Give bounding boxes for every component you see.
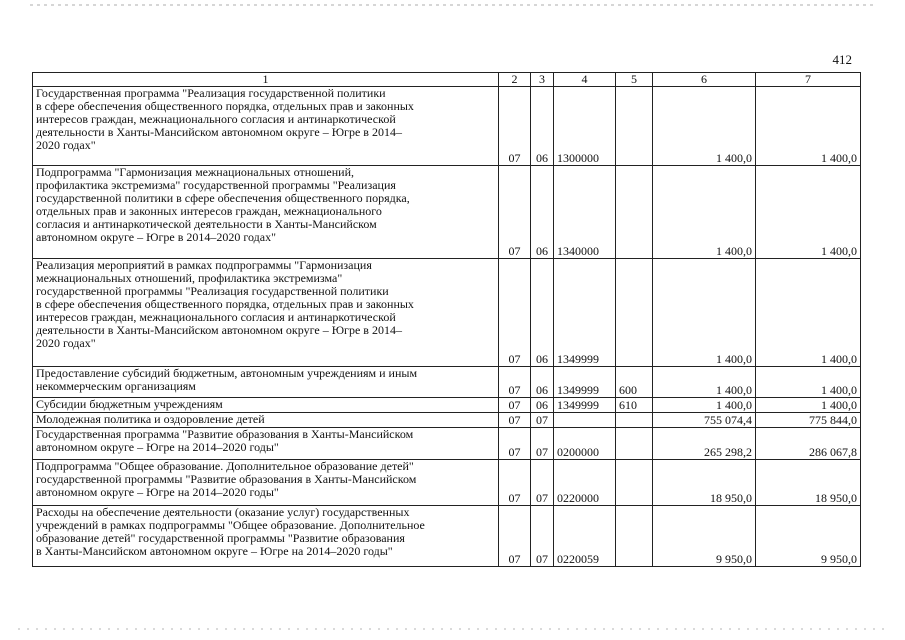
table-row bbox=[33, 166, 861, 259]
row-csr: 0220059 bbox=[554, 506, 616, 567]
row-pr: 07 bbox=[531, 460, 554, 506]
row-sum-2015: 1 400,0 bbox=[653, 398, 756, 413]
row-name: Подпрограмма "Общее образование. Дополнительное образование детей" государственной программы "Развитие образования в Ханты-Мансийском автономном округе – Югре на 2014–2020 годы" bbox=[33, 460, 499, 506]
row-vr bbox=[616, 87, 653, 166]
row-pr: 06 bbox=[531, 87, 554, 166]
row-rz: 07 bbox=[499, 87, 531, 166]
row-vr: 600 bbox=[616, 367, 653, 398]
row-csr: 0200000 bbox=[554, 428, 616, 460]
row-pr: 06 bbox=[531, 259, 554, 367]
row-rz: 07 bbox=[499, 259, 531, 367]
table-row bbox=[33, 398, 861, 413]
row-sum-2015: 9 950,0 bbox=[653, 506, 756, 567]
row-csr: 1349999 bbox=[554, 259, 616, 367]
table-row bbox=[33, 460, 861, 506]
row-rz: 07 bbox=[499, 460, 531, 506]
row-csr: 1340000 bbox=[554, 166, 616, 259]
table-row bbox=[33, 428, 861, 460]
table-row bbox=[33, 259, 861, 367]
row-rz: 07 bbox=[499, 367, 531, 398]
row-sum-2015: 755 074,4 bbox=[653, 413, 756, 428]
column-header-row bbox=[33, 73, 861, 87]
column-header-sum-2016: 7 bbox=[756, 73, 861, 87]
table-row bbox=[33, 367, 861, 398]
row-vr bbox=[616, 428, 653, 460]
row-vr bbox=[616, 413, 653, 428]
row-rz: 07 bbox=[499, 398, 531, 413]
table-row bbox=[33, 506, 861, 567]
row-sum-2016: 1 400,0 bbox=[756, 259, 861, 367]
row-sum-2016: 18 950,0 bbox=[756, 460, 861, 506]
row-name: Государственная программа "Реализация государственной политики в сфере обеспечения общественного порядка, отдельных прав и законных интересов граждан, межнационального согласия и антинаркотической деятельности в Ханты-Мансийском автономном округе – Югре в 2014– 2020 годах" bbox=[33, 87, 499, 166]
row-sum-2015: 1 400,0 bbox=[653, 367, 756, 398]
row-sum-2016: 286 067,8 bbox=[756, 428, 861, 460]
row-name: Молодежная политика и оздоровление детей bbox=[33, 413, 499, 428]
column-header-csr: 4 bbox=[554, 73, 616, 87]
table-row bbox=[33, 87, 861, 166]
row-vr bbox=[616, 506, 653, 567]
row-rz: 07 bbox=[499, 506, 531, 567]
row-sum-2016: 1 400,0 bbox=[756, 87, 861, 166]
row-pr: 06 bbox=[531, 166, 554, 259]
row-sum-2015: 18 950,0 bbox=[653, 460, 756, 506]
row-pr: 06 bbox=[531, 398, 554, 413]
row-sum-2016: 1 400,0 bbox=[756, 367, 861, 398]
row-pr: 07 bbox=[531, 506, 554, 567]
row-sum-2016: 775 844,0 bbox=[756, 413, 861, 428]
column-header-rz: 2 bbox=[499, 73, 531, 87]
row-sum-2015: 265 298,2 bbox=[653, 428, 756, 460]
row-pr: 07 bbox=[531, 413, 554, 428]
row-sum-2016: 9 950,0 bbox=[756, 506, 861, 567]
row-vr: 610 bbox=[616, 398, 653, 413]
row-csr bbox=[554, 413, 616, 428]
scan-edge-bottom bbox=[18, 628, 888, 630]
row-csr: 1349999 bbox=[554, 367, 616, 398]
column-header-name: 1 bbox=[33, 73, 499, 87]
row-sum-2015: 1 400,0 bbox=[653, 166, 756, 259]
scan-edge-top bbox=[30, 4, 875, 6]
row-csr: 0220000 bbox=[554, 460, 616, 506]
row-name: Государственная программа "Развитие образования в Ханты-Мансийском автономном округе – Югре на 2014–2020 годы" bbox=[33, 428, 499, 460]
column-header-sum-2015: 6 bbox=[653, 73, 756, 87]
row-pr: 07 bbox=[531, 428, 554, 460]
row-vr bbox=[616, 460, 653, 506]
row-sum-2016: 1 400,0 bbox=[756, 166, 861, 259]
row-sum-2015: 1 400,0 bbox=[653, 87, 756, 166]
row-csr: 1300000 bbox=[554, 87, 616, 166]
row-rz: 07 bbox=[499, 166, 531, 259]
table-row bbox=[33, 413, 861, 428]
budget-table bbox=[32, 72, 861, 567]
row-rz: 07 bbox=[499, 413, 531, 428]
row-csr: 1349999 bbox=[554, 398, 616, 413]
row-rz: 07 bbox=[499, 428, 531, 460]
row-vr bbox=[616, 166, 653, 259]
row-name: Расходы на обеспечение деятельности (оказание услуг) государственных учреждений в рамках подпрограммы "Общее образование. Дополнительное образование детей" государственной программы "Развитие образования в Ханты-Мансийском автономном округе – Югре на 2014–2020 годы" bbox=[33, 506, 499, 567]
row-name: Предоставление субсидий бюджетным, автономным учреждениям и иным некоммерческим организациям bbox=[33, 367, 499, 398]
page-number: 412 bbox=[832, 52, 852, 67]
row-pr: 06 bbox=[531, 367, 554, 398]
row-name: Реализация мероприятий в рамках подпрограммы "Гармонизация межнациональных отношений, профилактика экстремизма" государственной программы "Реализация государственной политики в сфере обеспечения общественного порядка, отдельных прав и законных интересов граждан, межнационального согласия и антинаркотической деятельности в Ханты-Мансийском автономном округе – Югре в 2014– 2020 годах" bbox=[33, 259, 499, 367]
row-name: Подпрограмма "Гармонизация межнациональных отношений, профилактика экстремизма" государственной программы "Реализация государственной политики в сфере обеспечения общественного порядка, отдельных прав и законных интересов граждан, межнационального согласия и антинаркотической деятельности в Ханты-Мансийском автономном округе – Югре в 2014–2020 годах" bbox=[33, 166, 499, 259]
column-header-vr: 5 bbox=[616, 73, 653, 87]
row-name: Субсидии бюджетным учреждениям bbox=[33, 398, 499, 413]
row-sum-2015: 1 400,0 bbox=[653, 259, 756, 367]
row-sum-2016: 1 400,0 bbox=[756, 398, 861, 413]
column-header-pr: 3 bbox=[531, 73, 554, 87]
row-vr bbox=[616, 259, 653, 367]
